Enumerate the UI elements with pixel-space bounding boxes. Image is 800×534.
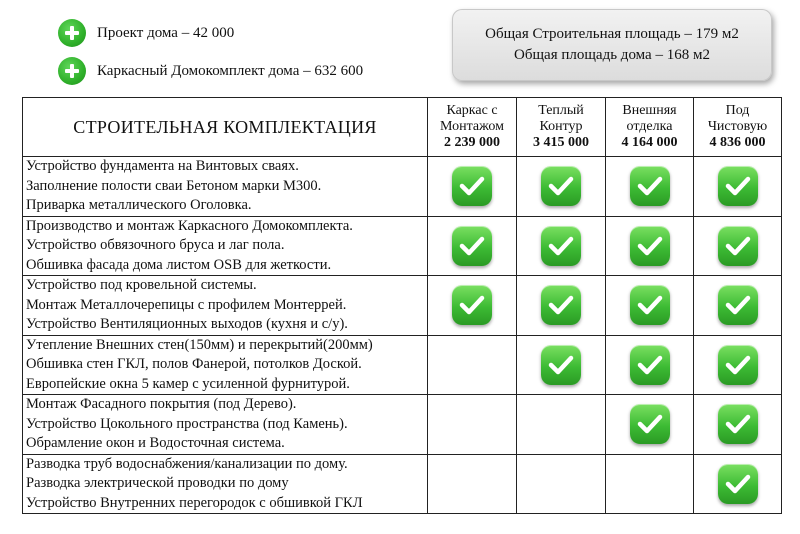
price-item-kit xyxy=(58,57,363,85)
check-icon xyxy=(630,226,670,266)
included-cell xyxy=(517,216,606,276)
row-description xyxy=(23,335,428,395)
included-cell xyxy=(694,216,782,276)
included-cell xyxy=(606,454,694,514)
check-icon xyxy=(630,166,670,206)
table-row xyxy=(23,157,782,217)
column-price: 4 836 000 xyxy=(709,135,766,150)
area-living: Общая площадь дома – 168 м2 xyxy=(514,47,710,63)
row-description xyxy=(23,454,428,514)
row-description-line: Монтаж Фасадного покрытия (под Дерево). xyxy=(26,396,297,412)
row-description-line: Устройство обвязочного бруса и лаг пола. xyxy=(26,237,285,253)
column-label-line2: Монтажом xyxy=(439,119,504,134)
row-description-line: Заполнение полости сваи Бетоном марки М300. xyxy=(26,177,322,194)
row-description-line: Приварка металлического Оголовка. xyxy=(26,197,252,213)
area-summary-box xyxy=(452,9,772,81)
included-cell xyxy=(517,335,606,395)
included-cell xyxy=(517,395,606,455)
row-description xyxy=(23,395,428,455)
included-cell xyxy=(517,276,606,336)
included-cell xyxy=(517,157,606,217)
check-icon xyxy=(541,345,581,385)
included-cell xyxy=(694,157,782,217)
column-label-line1: Каркас с xyxy=(446,103,498,118)
check-icon xyxy=(718,464,758,504)
plus-icon xyxy=(58,57,86,85)
check-icon xyxy=(452,166,492,206)
included-cell xyxy=(428,335,517,395)
check-icon xyxy=(452,285,492,325)
included-cell xyxy=(694,335,782,395)
included-cell xyxy=(694,395,782,455)
included-cell xyxy=(606,157,694,217)
column-price: 2 239 000 xyxy=(444,135,500,150)
column-label-line1: Внешняя xyxy=(622,103,677,118)
column-header xyxy=(517,98,606,157)
table-row xyxy=(23,454,782,514)
table-header-row xyxy=(23,98,782,157)
table-row xyxy=(23,216,782,276)
included-cell xyxy=(428,216,517,276)
column-header xyxy=(428,98,517,157)
price-item-label: Проект дома – 42 000 xyxy=(97,24,235,41)
included-cell xyxy=(694,454,782,514)
row-description-line: Разводка труб водоснабжения/канализации по дому. xyxy=(26,455,348,472)
column-header xyxy=(606,98,694,157)
table-title: СТРОИТЕЛЬНАЯ КОМПЛЕКТАЦИЯ xyxy=(23,98,428,157)
row-description-line: Обрамление окон и Водосточная система. xyxy=(26,435,285,451)
row-description-line: Разводка электрической проводки по дому xyxy=(26,475,289,491)
check-icon xyxy=(630,345,670,385)
check-icon xyxy=(541,166,581,206)
check-icon xyxy=(718,285,758,325)
included-cell xyxy=(606,276,694,336)
row-description-line: Устройство Внутренних перегородок с обшивкой ГКЛ xyxy=(26,494,363,511)
row-description-line: Обшивка стен ГКЛ, полов Фанерой, потолков Доской. xyxy=(26,356,362,372)
price-item-label: Каркасный Домокомплект дома – 632 600 xyxy=(97,62,364,79)
column-label-line2: отделка xyxy=(626,119,673,134)
column-label-line1: Теплый xyxy=(538,103,584,118)
check-icon xyxy=(718,345,758,385)
plus-icon xyxy=(58,19,86,47)
table-row xyxy=(23,276,782,336)
check-icon xyxy=(718,226,758,266)
included-cell xyxy=(606,335,694,395)
column-price: 4 164 000 xyxy=(621,135,678,150)
check-icon xyxy=(452,226,492,266)
row-description xyxy=(23,276,428,336)
row-description-line: Устройство Цокольного пространства (под Камень). xyxy=(26,415,348,432)
row-description-line: Устройство под кровельной системы. xyxy=(26,277,257,293)
column-label-line2: Контур xyxy=(539,119,583,134)
table-row xyxy=(23,395,782,455)
included-cell xyxy=(694,276,782,336)
included-cell xyxy=(517,454,606,514)
included-cell xyxy=(606,395,694,455)
check-icon xyxy=(630,404,670,444)
check-icon xyxy=(541,285,581,325)
row-description-line: Производство и монтаж Каркасного Домокомплекта. xyxy=(26,217,353,234)
column-label-line2: Чистовую xyxy=(707,119,768,134)
column-label-line1: Под xyxy=(725,103,750,118)
included-cell xyxy=(606,216,694,276)
check-icon xyxy=(718,166,758,206)
column-header xyxy=(694,98,782,157)
included-cell xyxy=(428,454,517,514)
included-cell xyxy=(428,395,517,455)
included-cell xyxy=(428,276,517,336)
column-price: 3 415 000 xyxy=(533,135,589,150)
row-description-line: Европейские окна 5 камер с усиленной фурнитурой. xyxy=(26,375,350,392)
row-description xyxy=(23,216,428,276)
check-icon xyxy=(630,285,670,325)
check-icon xyxy=(718,404,758,444)
check-icon xyxy=(541,226,581,266)
row-description-line: Устройство фундамента на Винтовых сваях. xyxy=(26,158,299,174)
row-description-line: Устройство Вентиляционных выходов (кухня и с/у). xyxy=(26,316,348,332)
row-description xyxy=(23,157,428,217)
included-cell xyxy=(428,157,517,217)
row-description-line: Утепление Внешних стен(150мм) и перекрытий(200мм) xyxy=(26,336,373,353)
price-item-project xyxy=(58,19,234,47)
row-description-line: Монтаж Металлочерепицы с профилем Монтеррей. xyxy=(26,296,347,313)
area-construction: Общая Строительная площадь – 179 м2 xyxy=(485,26,739,42)
spec-table xyxy=(22,97,782,514)
row-description-line: Обшивка фасада дома листом OSB для жеткости. xyxy=(26,256,332,273)
table-row xyxy=(23,335,782,395)
